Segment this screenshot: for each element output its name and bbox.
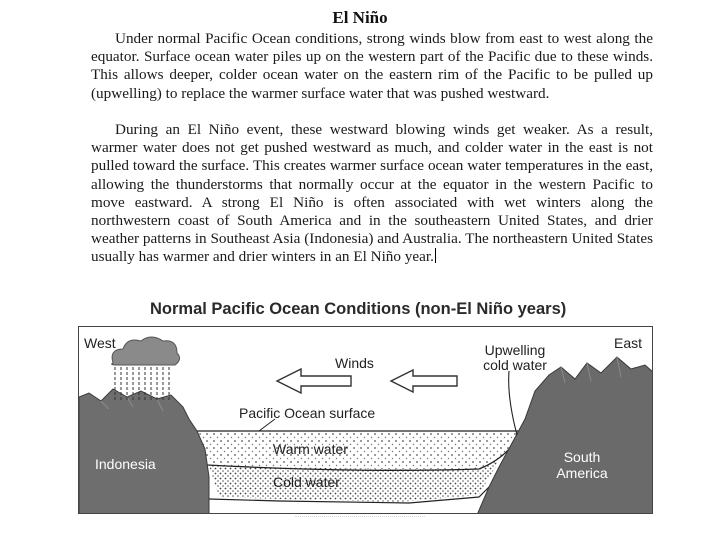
indonesia-label: Indonesia bbox=[95, 456, 156, 472]
upwelling-label bbox=[475, 343, 555, 373]
upwelling-pointer bbox=[509, 371, 517, 435]
ocean-diagram bbox=[78, 326, 653, 514]
south-america-label bbox=[547, 449, 617, 481]
left-arrow-icon bbox=[277, 369, 351, 393]
east-label: East bbox=[614, 335, 643, 351]
cold-water-label: Cold water bbox=[273, 474, 340, 490]
warm-water-region bbox=[199, 431, 519, 469]
warm-water-label: Warm water bbox=[273, 441, 348, 457]
faint-footer-mark bbox=[295, 516, 425, 523]
south-america-label-line2: America bbox=[556, 465, 608, 481]
diagram-title: Normal Pacific Ocean Conditions (non-El Niño years) bbox=[150, 300, 567, 318]
rain-cloud-icon bbox=[112, 337, 180, 401]
paragraph-normal-conditions bbox=[91, 30, 653, 103]
paragraph-el-nino-event bbox=[91, 121, 653, 267]
south-america-label-line1: South bbox=[563, 449, 601, 465]
left-arrow-icon-2 bbox=[391, 370, 457, 392]
upwelling-label-line1: Upwelling bbox=[484, 342, 546, 358]
west-label: West bbox=[84, 335, 116, 351]
indonesia-landmass bbox=[79, 389, 209, 514]
upwelling-label-line2: cold water bbox=[483, 357, 547, 373]
paragraph-2-text: During an El Niño event, these westward blowing winds get weaker. As a result, warmer water does not get pushed westward as much, and colder water in the east is not pulled toward the surface. This creates warmer surface ocean water temperatures in the east, allowing the thunderstorms that normally occur at the equator in the western Pacific to move eastward. A strong El Niño is often associated with wet winters along the northwestern coast of South America and in the southeastern United States, and drier weather patterns in Southeast Asia (Indonesia) and Australia. The northeastern United States usually has warmer and drier winters in an El Niño year. bbox=[91, 121, 653, 266]
text-cursor bbox=[435, 248, 436, 263]
surface-label: Pacific Ocean surface bbox=[239, 405, 376, 421]
document-title: El Niño bbox=[332, 8, 388, 27]
winds-label: Winds bbox=[335, 355, 374, 371]
paragraph-1-text: Under normal Pacific Ocean conditions, strong winds blow from east to west along the equator. Surface ocean water piles up on the western part of the Pacific due to these winds. This allows deeper, colder ocean water on the eastern rim of the Pacific to be pulled up (upwelling) to replace the warmer surface water that was pushed westward. bbox=[91, 30, 653, 102]
